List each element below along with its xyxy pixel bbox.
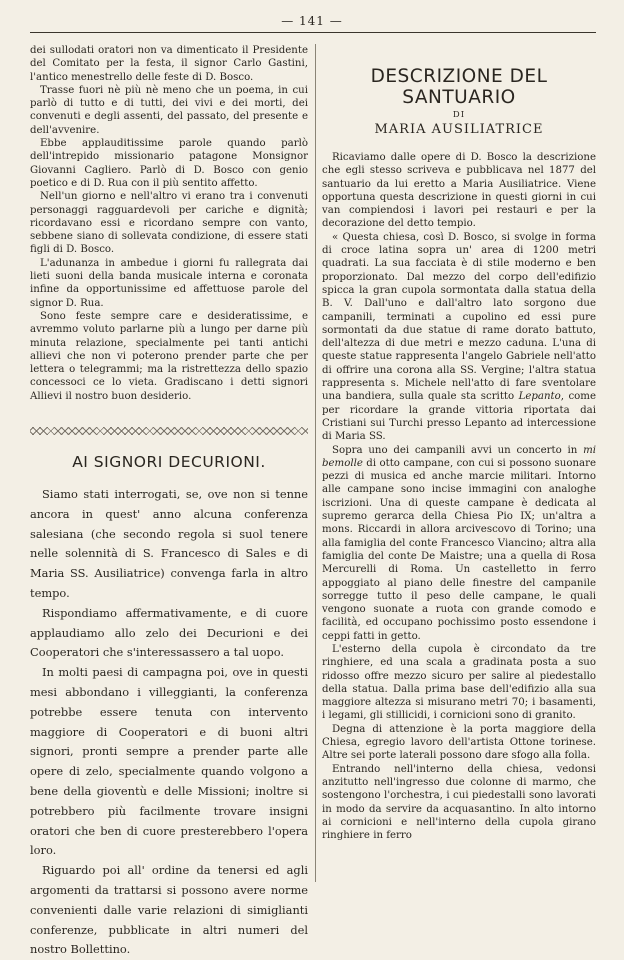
paragraph: L'esterno della cupola è circondato da tre ringhiere, ed una scala a gradinata posta a suo ridosso offre mezzo sicuro per salire al piedestallo della statua. Dalla prima base dell'edifizio alla sua maggiore altezza si misurano metri 70; i basamenti, i legami, gli stillicidi, i cornicioni sono di granito. xyxy=(322,643,596,722)
column-separator xyxy=(315,44,316,882)
paragraph: Siamo stati interrogati, se, ove non si tenne ancora in quest' anno alcuna conferenza salesiana (che secondo regola si suol tenere nelle solennità di S. Francesco di Sales e di Maria SS. Ausiliatrice) convenga farla in altro tempo. xyxy=(30,487,308,600)
paragraph: Riguardo poi all' ordine da tenersi ed agli argomenti da trattarsi si possono avere norme convenienti dalle varie relazioni di simiglianti conferenze, pubblicate in altri numeri del nostro Bollettino. xyxy=(30,863,308,957)
paragraph: Trasse fuori nè più nè meno che un poema, in cui parlò di tutto e di tutti, dei vivi e dei morti, dei convenuti e degli assenti, del passato, del presente e dell'avvenire. xyxy=(30,84,308,136)
article-title: DESCRIZIONE DEL SANTUARIO xyxy=(370,66,548,108)
paragraph: In molti paesi di campagna poi, ove in questi mesi abbondano i villeggianti, la conferenza potrebbe essere tenuta con intervento maggiore di Cooperatori e di buoni altri signori, pronti sempre a prender parte alle opere di zelo, specialmente quando volgono a bene della gioventù e delle Missioni; inoltre si potrebbero più facilmente trovare insigni oratori che ben di cuore presterebbero l'opera loro. xyxy=(30,665,308,858)
italic-text: Lepanto xyxy=(518,391,561,403)
santuario-body xyxy=(322,151,596,842)
text-run: « Questa chiesa, così D. Bosco, si svolge in forma di croce latina sopra un' area di 1200 metri quadrati. La sua facciata è di stile moderno e ben proporzionato. Dal mezzo del corpo dell'edifizio spicca la gran cupola sormontata dalla statua della B. V. Dall'uno e dall'altro lato sorgono due campanili, terminati a cupolino ed essi pure sormontati da due statue di rame dorato battuto, dell'altezza di due metri e mezzo caduna. L'una di queste statue rappresenta l'angelo Gabriele nell'atto di offrire una corona alla SS. Vergine; l'altra statua rappresenta s. Michele nell'atto di fare sventolare una bandiera, sulla quale sta scritto xyxy=(322,231,596,403)
paragraph: dei sullodati oratori non va dimenticato il Presidente del Comitato per la festa, il signor Carlo Gastini, l'antico menestrello delle feste di D. Bosco. xyxy=(30,45,308,83)
paragraph: Degna di attenzione è la porta maggiore della Chiesa, egregio lavoro dell'artista Ottone torinese. Altre sei porte laterali possono dare sfogo alla folla. xyxy=(322,723,596,762)
paragraph: Ricaviamo dalle opere di D. Bosco la descrizione che egli stesso scriveva e pubblicava nel 1877 del santuario da lui eretto a Maria Ausiliatrice. Viene opportuna questa descrizione in questi giorni in cui van compiendosi i lavori pei restauri e per la decorazione del detto tempio. xyxy=(322,152,596,230)
paragraph: Entrando nell'interno della chiesa, vedonsi anzitutto nell'ingresso due colonne di marmo, che sostengono l'orchestra, i cui piedestalli sono lavorati in modo da servire da acquasantino. In alto intorno ai cornicioni e nell'interno della cupola girano ringhiere in ferro xyxy=(322,763,596,842)
paragraph: Rispondiamo affermativamente, e di cuore applaudiamo allo zelo dei Decurioni e dei Cooperatori che s'interessassero a tal uopo. xyxy=(30,605,308,660)
paragraph xyxy=(322,444,596,643)
intro-section xyxy=(30,44,308,403)
text-run: , come per ricordare la grande vittoria riportata dai Cristiani sui Turchi presso Lepanto ad intercessione di Maria SS. xyxy=(322,391,596,443)
paragraph: Ebbe applauditissime parole quando parlò dell'intrepido missionario patagone Monsignor Giovanni Cagliero. Parlò di D. Bosco con genio poetico e di D. Rua con il più sentito affetto. xyxy=(30,138,308,189)
text-run: Sopra uno dei campanili avvi un concerto in xyxy=(332,444,578,456)
paragraph: Nell'un giorno e nell'altro vi erano tra i convenuti personaggi ragguardevoli per cariche e dignità; ricordavano essi e ricordano sempre con vanto, sebbene siano di sollevata condizione, di essere stati figli di D. Bosco. xyxy=(30,191,308,256)
article-subtitle: MARIA AUSILIATRICE xyxy=(374,122,544,137)
wavy-divider xyxy=(30,427,308,435)
italic-text: mi bemolle xyxy=(322,444,596,469)
section-title-decurioni: AI SIGNORI DECURIONI. xyxy=(72,453,266,472)
header-rule xyxy=(30,32,596,33)
right-column xyxy=(322,44,596,842)
paragraph: L'adunanza in ambedue i giorni fu rallegrata dai lieti suoni della banda musicale interna e coronata infine da opportunissime ed affettuose parole del signor D. Rua. xyxy=(30,257,308,309)
decurioni-section xyxy=(30,485,308,960)
page-number: — 141 — xyxy=(281,14,343,28)
paragraph: Sono feste sempre care e desideratissime, e avremmo voluto parlarne più a lungo per darne più minuta relazione, specialmente pei tanti antichi allievi che non vi poterono prender parte che per lettera o telegrammi; ma la ristrettezza dello spazio concessoci ce lo vieta. Gradiscano i detti signori Allievi il nostro buon desiderio. xyxy=(30,310,308,402)
text-run: di otto campane, con cui si possono suonare pezzi di musica ed anche marcie militari. Intorno alle campane sono incise immagini con analoghe iscrizioni. Una di queste campane è dedicata al supremo gerarca della Chiesa Pio IX; un'altra a mons. Riccardi in allora arcivescovo di Torino; una alla famiglia del conte Francesco Viancino; altra alla famiglia del conte De Maistre; una a quella di Rosa Mercurelli di Roma. Un castelletto in ferro appoggiato al piano delle finestre del campanile sorregge tutto il peso delle campane, le quali vengono suonate a ruota con grande comodo e facilità, ed occupano pochissimo posto essendone i ceppi fatti in getto. xyxy=(322,457,596,642)
paragraph xyxy=(322,231,596,444)
article-title-di: DI xyxy=(452,110,466,120)
left-column xyxy=(30,44,308,960)
